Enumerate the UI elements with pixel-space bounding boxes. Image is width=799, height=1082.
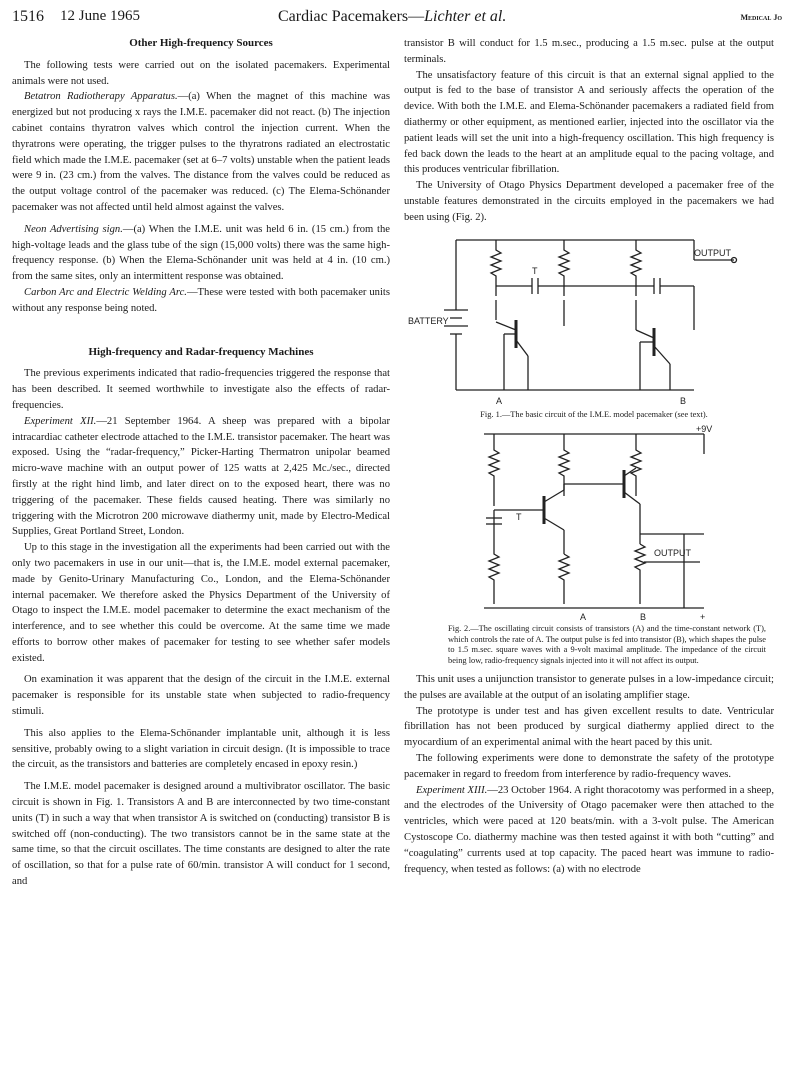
resistor bbox=[631, 434, 641, 496]
section-heading-radar: High-frequency and Radar-frequency Machines bbox=[88, 345, 314, 358]
transistor-b-collector bbox=[636, 330, 654, 338]
fig1-output-label: OUTPUT bbox=[694, 247, 731, 258]
circuit-diagram-2 bbox=[404, 424, 774, 624]
running-header bbox=[8, 8, 788, 32]
issue-date: 12 June 1965 bbox=[60, 8, 140, 24]
resistor bbox=[559, 240, 569, 296]
paragraph-body: —21 September 1964. A sheep was prepared with a bipolar intracardiac catheter electrode attached to the I.M.E. transistor pacemaker. The heart was exposed. Using the “radar-frequency,” Picker-Harting Thermatron unipolar beamed micro-wave machine with an output power of 125 watts at 2,425 Mc./sec., directed firstly at the right hind limb, and later direct on to the exposed heart, there was no triggering of the pacemaker. These fields caused heating. There was similarly no triggering with the Microtron 200 microwave diathermy unit, made by Electro-Medical Supplies, Great Portland Street, London. bbox=[12, 415, 390, 538]
transistor-a-b1 bbox=[544, 490, 564, 502]
paragraph: The following experiments were done to demonstrate the safety of the prototype pacemaker in regard to freedom from interference by radio-frequency waves. bbox=[404, 753, 774, 780]
running-title-text: Cardiac Pacemakers— bbox=[278, 8, 425, 25]
resistor bbox=[631, 240, 641, 296]
paragraph-body: —(a) When the magnet of this machine was energized but not producing x rays the I.M.E. pacemaker did not react. (b) The injection cabinet contains thyratron valves which control the injection current. When the thyratrons were operating, the trigger pulses to the thyratrons radiated an electrostatic field which made the I.M.E. pacemaker (set at 6–7 volts) unstable when the patient leads were 9 in. (23 cm.) from the valves. The distance from the valves could be reduced as the output voltage control of the pacemaker was reduced. (c) The Elema-Schönander pacemaker was not affected until held almost against the valves. bbox=[12, 91, 390, 213]
resistor bbox=[491, 240, 501, 296]
paragraph: The University of Otago Physics Department developed a pacemaker free of the unstable features demonstrated in the circuits employed in the pacemakers we had been using (Fig. 2). bbox=[404, 180, 774, 223]
paragraph: On examination it was apparent that the design of the circuit in the I.M.E. external pacemaker is responsible for its unstable state when subjected to radio-frequency stimuli. bbox=[12, 674, 390, 718]
resistor bbox=[489, 544, 499, 604]
transistor-b-emitter bbox=[624, 492, 640, 504]
resistor bbox=[489, 434, 499, 506]
fig1-b-label: B bbox=[680, 395, 687, 406]
fig2-a-label: A bbox=[580, 612, 587, 623]
fig2-plus9v-label: +9V bbox=[696, 424, 713, 435]
paragraph bbox=[404, 783, 774, 878]
journal-name: Medical Jo bbox=[740, 13, 782, 22]
paragraph: The I.M.E. model pacemaker is designed around a multivibrator oscillator. The basic circuit is shown in Fig. 1. Transistors A and B are interconnected by two time-constant units (T) in such a way that when transistor A is switched on (conducting) transistor B is switched off (non-conducting). The two transistors cannot be in the same state at the same time, so that the circuit oscillates. The time constants are designed to alter the rate of oscillation, so that for a pulse rate of 60/min. transistor A will conduct for 1 second, and bbox=[12, 781, 390, 888]
paragraph-lead: Experiment XIII. bbox=[416, 784, 488, 796]
paragraph bbox=[12, 414, 390, 540]
figure-2 bbox=[404, 424, 774, 666]
paragraph: The unsatisfactory feature of this circuit is that an external signal applied to the output is fed to the base of transistor A and seriously affects the operation of the device. With both the I.M.E. and Elema-Schönander pacemakers a radiated field from diathermy or other equipment, as mentioned earlier, injected into the oscillator via the patient leads will set the unit into a high-frequency oscillation. This high frequency is fed back down the leads to the heart at an amplitude equal to the pacing voltage, and this produces ventricular fibrillation. bbox=[404, 69, 774, 176]
paragraph: transistor B will conduct for 1.5 m.sec., producing a 1.5 m.sec. pulse at the output terminals. bbox=[404, 38, 774, 65]
section-heading-other-sources: Other High-frequency Sources bbox=[129, 37, 273, 49]
paragraph-body: —23 October 1964. A right thoracotomy was performed in a sheep, and the electrodes of the University of Otago pacemaker were then attached to the ventricles, which were paced at 120 beats/min. with a 3-volt pulse. The American Cystoscope Co. diathermy machine was then tested against it with both “cutting” and “coagulating” currents used at top capacity. The paced heart was immune to radio-frequency, when tested as follows: (a) with no electrode bbox=[404, 784, 774, 875]
fig2-b-label: B bbox=[640, 612, 647, 623]
paragraph-lead: Neon Advertising sign. bbox=[24, 223, 123, 235]
figure-1 bbox=[404, 230, 774, 421]
paragraph: The previous experiments indicated that radio-frequencies triggered the response that has been described. It seemed worthwhile to investigate also the effects of radar-frequencies. bbox=[12, 368, 390, 411]
paragraph-body: —These were tested with both pacemaker units without any response being noted. bbox=[12, 286, 390, 314]
transistor-a-b2 bbox=[544, 518, 564, 530]
fig1-t-label: T bbox=[532, 265, 538, 276]
paragraph bbox=[12, 285, 390, 317]
paragraph: The prototype is under test and has given excellent results to date. Ventricular fibrillation has not been produced by surgical diathermy applied direct to the myocardium of an experimental animal with the heart paced by this unit. bbox=[404, 705, 774, 749]
resistor bbox=[635, 544, 645, 604]
paragraph: The following tests were carried out on the isolated pacemakers. Experimental animals were not used. bbox=[12, 59, 390, 87]
left-column bbox=[12, 36, 390, 890]
fig2-plus-label: + bbox=[700, 612, 706, 623]
figure-2-caption: Fig. 2.—The oscillating circuit consists of transistors (A) and the time-constant network (T), which controls the rate of A. The output pulse is fed into transistor (B), which shapes the pulse to 1.5 m.sec. square waves with a 9-volt maximal amplitude. The impedance of the circuit being low, radio-frequency signals injected into it will not affect its output. bbox=[448, 624, 766, 665]
running-authors: Lichter et al. bbox=[424, 8, 507, 25]
figure-1-caption: Fig. 1.—The basic circuit of the I.M.E. model pacemaker (see text). bbox=[480, 409, 708, 419]
resistor bbox=[559, 554, 569, 604]
paragraph bbox=[12, 222, 390, 285]
paragraph-body: —(a) When the I.M.E. unit was held 6 in. (15 cm.) from the high-voltage leads and the glass tube of the sign (15,000 volts) there was the same high-frequency response. (b) When the Elema-Schönander unit was held at 4 in. (10 cm.) from the same sites, only an intermittent response was obtained. bbox=[12, 223, 390, 283]
transistor-a-emitter bbox=[516, 340, 528, 356]
right-column bbox=[404, 36, 774, 877]
circuit-diagram-1 bbox=[404, 230, 774, 410]
paragraph: Up to this stage in the investigation all the experiments had been carried out with the only two pacemakers in use in our unit—that is, the I.M.E. model external pacemaker, made by Genito-Urinary Manufacturing Co., London, and the Elema-Schönander internal pacemaker. We therefore asked the Physics Department of the University of Otago to inspect the I.M.E. model pacemaker to determine the exact mechanism of the interference, and to see whether this could be overcome. At the same time we made efforts to borrow other makes of pacemaker for testing to see whether safer models existed. bbox=[12, 542, 390, 664]
running-title bbox=[278, 8, 506, 26]
paragraph-lead: Carbon Arc and Electric Welding Arc. bbox=[24, 286, 187, 298]
fig1-battery-label: BATTERY bbox=[408, 315, 449, 326]
paragraph bbox=[12, 89, 390, 215]
paragraph: This unit uses a unijunction transistor to generate pulses in a low-impedance circuit; the pulses are available at the output of an isolating amplifier stage. bbox=[404, 674, 774, 701]
fig2-output-label: OUTPUT bbox=[654, 548, 691, 559]
fig1-a-label: A bbox=[496, 395, 503, 406]
paragraph-lead: Experiment XII. bbox=[24, 415, 97, 427]
page-number: 1516 bbox=[12, 8, 44, 25]
paragraph: This also applies to the Elema-Schönander implantable unit, although it is less sensitive, probably owing to a slight variation in circuit design. (It is impossible to trace the circuit, as the transistors and batteries are completely encased in epoxy resin.) bbox=[12, 727, 390, 771]
transistor-a-collector bbox=[496, 322, 516, 330]
transistor-b-emitter bbox=[654, 346, 670, 364]
paragraph-lead: Betatron Radiotherapy Apparatus. bbox=[24, 91, 178, 103]
fig2-t-label: T bbox=[516, 512, 522, 523]
